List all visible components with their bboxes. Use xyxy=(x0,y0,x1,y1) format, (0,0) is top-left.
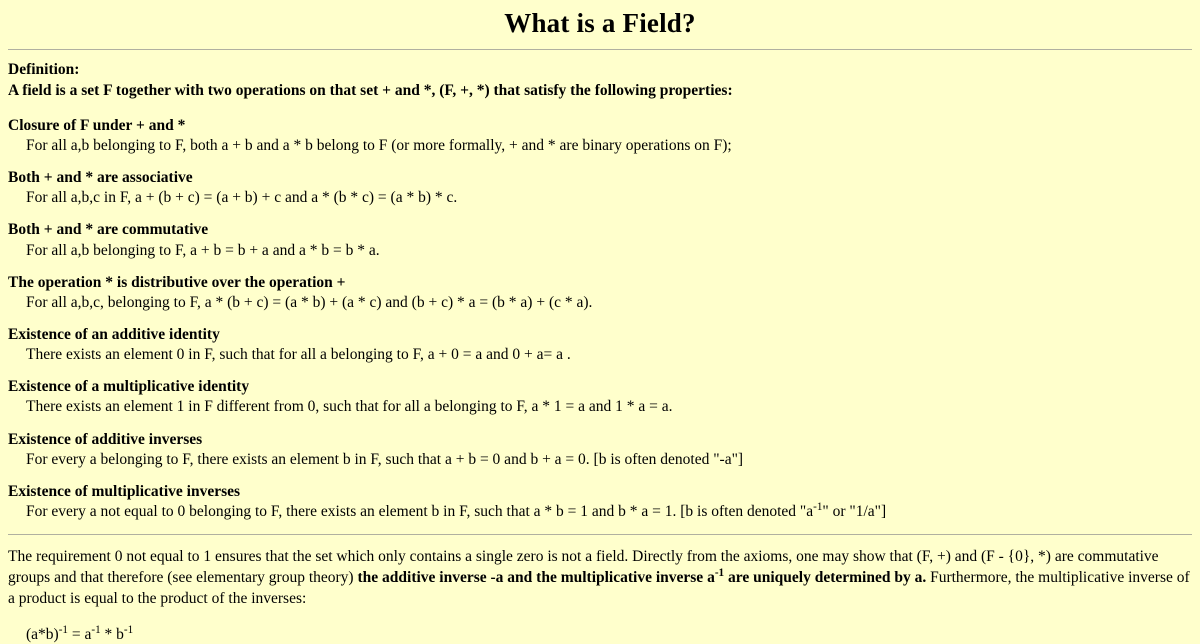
property-item xyxy=(8,482,1192,522)
property-title: Existence of multiplicative inverses xyxy=(8,482,241,500)
property-item xyxy=(8,430,1192,470)
property-title: The operation * is distributive over the operation + xyxy=(8,273,346,291)
closing-bold-part1: the additive inverse -a and the multiplicative inverse a xyxy=(357,569,715,587)
property-item xyxy=(8,273,1192,313)
property-title: Existence of an additive identity xyxy=(8,325,220,343)
property-body: There exists an element 1 in F different from 0, such that for all a belonging to F, a * 1 = a and 1 * a = a. xyxy=(26,398,673,416)
formula-superscript-1: -1 xyxy=(58,623,68,636)
property-body: For every a belonging to F, there exists an element b in F, such that a + b = 0 and b + a = 0. [b is often denoted "-a"] xyxy=(26,450,744,468)
property-title: Both + and * are associative xyxy=(8,169,193,187)
formula-superscript-3: -1 xyxy=(123,623,134,636)
property-body-superscript: -1 xyxy=(813,500,823,513)
property-item xyxy=(8,325,1192,365)
property-item xyxy=(8,168,1192,208)
property-body: For all a,b,c in F, a + (b + c) = (a + b) + c and a * (b * c) = (a * b) * c. xyxy=(26,189,458,207)
formula-mid2: * b xyxy=(100,625,124,643)
formula-mid: = a xyxy=(68,625,92,643)
property-title: Existence of additive inverses xyxy=(8,430,203,448)
closing-bold xyxy=(357,566,927,587)
property-body-part1: For every a not equal to 0 belonging to F, there exists an element b in F, such that a * b = 1 and b * a = 1. [b is often denoted "a xyxy=(26,502,814,520)
formula-superscript-2: -1 xyxy=(91,623,101,636)
closing-part1: The requirement 0 not equal to 1 ensures that the set which only contains a single zero is not a field. Directly from the axioms, one may show that (F, +) and (F - {0}, *) are commutative groups and that therefore (see elementary group theory) xyxy=(8,548,1159,587)
formula-base1: (a*b) xyxy=(26,625,59,643)
definition-text: A field is a set F together with two operations on that set + and *, (F, +, *) that satisfy the following properties: xyxy=(8,81,733,99)
property-body xyxy=(8,502,1192,522)
property-title: Existence of a multiplicative identity xyxy=(8,378,250,396)
definition-label: Definition: xyxy=(8,61,80,78)
closing-paragraph xyxy=(8,547,1192,610)
closing-bold-superscript: -1 xyxy=(714,566,725,579)
property-body: For all a,b belonging to F, both a + b and a * b belong to F (or more formally, + and * are binary operations on F); xyxy=(26,136,732,154)
property-body: There exists an element 0 in F, such that for all a belonging to F, a + 0 = a and 0 + a= a . xyxy=(26,346,571,364)
property-item xyxy=(8,377,1192,417)
property-body: For all a,b,c, belonging to F, a * (b + c) = (a * b) + (a * c) and (b + c) * a = (b * a) + (c * a). xyxy=(26,293,593,311)
page-title: What is a Field? xyxy=(504,8,696,38)
property-title: Closure of F under + and * xyxy=(8,116,186,134)
property-title: Both + and * are commutative xyxy=(8,221,209,239)
closing-part2: Furthermore, the multiplicative inverse of a product is equal to the product of the inverses: xyxy=(8,569,1190,607)
closing-bold-part2: are uniquely determined by a. xyxy=(724,569,927,587)
property-item xyxy=(8,116,1192,156)
divider-bottom xyxy=(8,534,1192,535)
inverse-product-formula xyxy=(8,623,1192,644)
divider-top xyxy=(8,49,1192,50)
document-page xyxy=(0,8,1200,644)
property-body: For all a,b belonging to F, a + b = b + a and a * b = b * a. xyxy=(26,241,380,259)
property-body-part2: " or "1/a"] xyxy=(822,502,887,520)
property-item xyxy=(8,220,1192,260)
